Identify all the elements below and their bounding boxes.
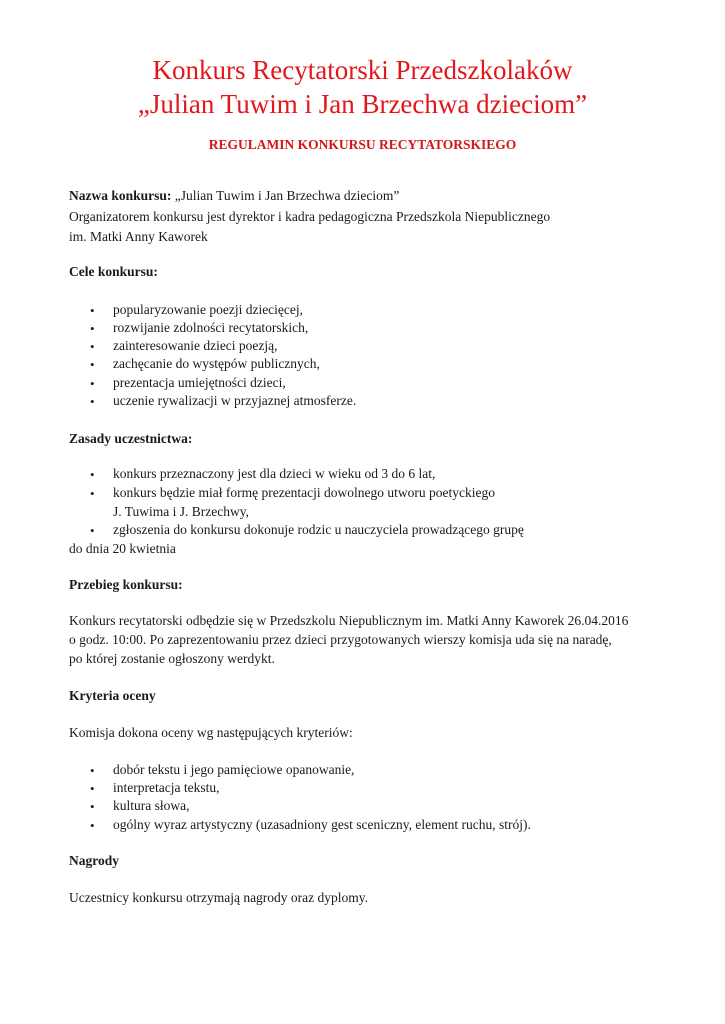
list-item-text: zgłoszenia do konkursu dokonuje rodzic u nauczyciela prowadzącego grupę <box>113 522 524 537</box>
bullet-icon: • <box>90 339 95 354</box>
bullet-icon: • <box>90 763 95 778</box>
contest-name-value: „Julian Tuwim i Jan Brzechwa dzieciom” <box>171 188 400 203</box>
organizer-line1: Organizatorem konkursu jest dyrektor i kadra pedagogiczna Przedszkola Niepublicznego <box>69 209 551 224</box>
bullet-icon: • <box>90 818 95 833</box>
list-item-text-continuation: do dnia 20 kwietnia <box>69 541 176 556</box>
course-paragraph-line3: po której zostanie ogłoszony werdykt. <box>69 651 275 666</box>
bullet-icon: • <box>90 781 95 796</box>
list-item-text: prezentacja umiejętności dzieci, <box>113 375 286 390</box>
contest-name-label: Nazwa konkursu: <box>69 188 172 203</box>
list-item-text: dobór tekstu i jego pamięciowe opanowanie, <box>113 762 355 777</box>
prizes-heading: Nagrody <box>69 853 120 868</box>
list-item-text: konkurs przeznaczony jest dla dzieci w wieku od 3 do 6 lat, <box>113 466 436 481</box>
prizes-text: Uczestnicy konkursu otrzymają nagrody oraz dyplomy. <box>69 890 369 905</box>
document-title-line2: „Julian Tuwim i Jan Brzechwa dzieciom” <box>137 89 588 119</box>
list-item-text: ogólny wyraz artystyczny (uzasadniony gest sceniczny, element ruchu, strój). <box>113 817 531 832</box>
criteria-intro: Komisja dokona oceny wg następujących kryteriów: <box>69 725 353 740</box>
rules-heading: Zasady uczestnictwa: <box>69 431 193 446</box>
bullet-icon: • <box>90 467 95 482</box>
list-item-text: interpretacja tekstu, <box>113 780 220 795</box>
list-item-text: konkurs będzie miał formę prezentacji dowolnego utworu poetyckiego <box>113 485 496 500</box>
course-paragraph-line1: Konkurs recytatorski odbędzie się w Przedszkolu Niepublicznym im. Matki Anny Kaworek 26.04.2016 <box>69 613 629 628</box>
list-item-text: popularyzowanie poezji dziecięcej, <box>113 302 304 317</box>
contest-name-line <box>69 187 399 205</box>
document-title-line1: Konkurs Recytatorski Przedszkolaków <box>152 55 573 85</box>
bullet-icon: • <box>90 394 95 409</box>
list-item-text: kultura słowa, <box>113 798 190 813</box>
bullet-icon: • <box>90 799 95 814</box>
bullet-icon: • <box>90 321 95 336</box>
list-item-text: zachęcanie do występów publicznych, <box>113 356 320 371</box>
criteria-heading: Kryteria oceny <box>69 688 156 703</box>
bullet-icon: • <box>90 357 95 372</box>
bullet-icon: • <box>90 376 95 391</box>
organizer-line2: im. Matki Anny Kaworek <box>69 229 208 244</box>
course-heading: Przebieg konkursu: <box>69 577 183 592</box>
course-paragraph-line2: o godz. 10:00. Po zaprezentowaniu przez dzieci przygotowanych wierszy komisja uda się na naradę, <box>69 632 612 647</box>
bullet-icon: • <box>90 303 95 318</box>
list-item-text: rozwijanie zdolności recytatorskich, <box>113 320 309 335</box>
bullet-icon: • <box>90 523 95 538</box>
list-item-text: zainteresowanie dzieci poezją, <box>113 338 278 353</box>
list-item-text-continuation: J. Tuwima i J. Brzechwy, <box>113 504 250 519</box>
document-subtitle: REGULAMIN KONKURSU RECYTATORSKIEGO <box>208 137 517 152</box>
list-item-text: uczenie rywalizacji w przyjaznej atmosferze. <box>113 393 357 408</box>
bullet-icon: • <box>90 486 95 501</box>
goals-heading: Cele konkursu: <box>69 264 158 279</box>
